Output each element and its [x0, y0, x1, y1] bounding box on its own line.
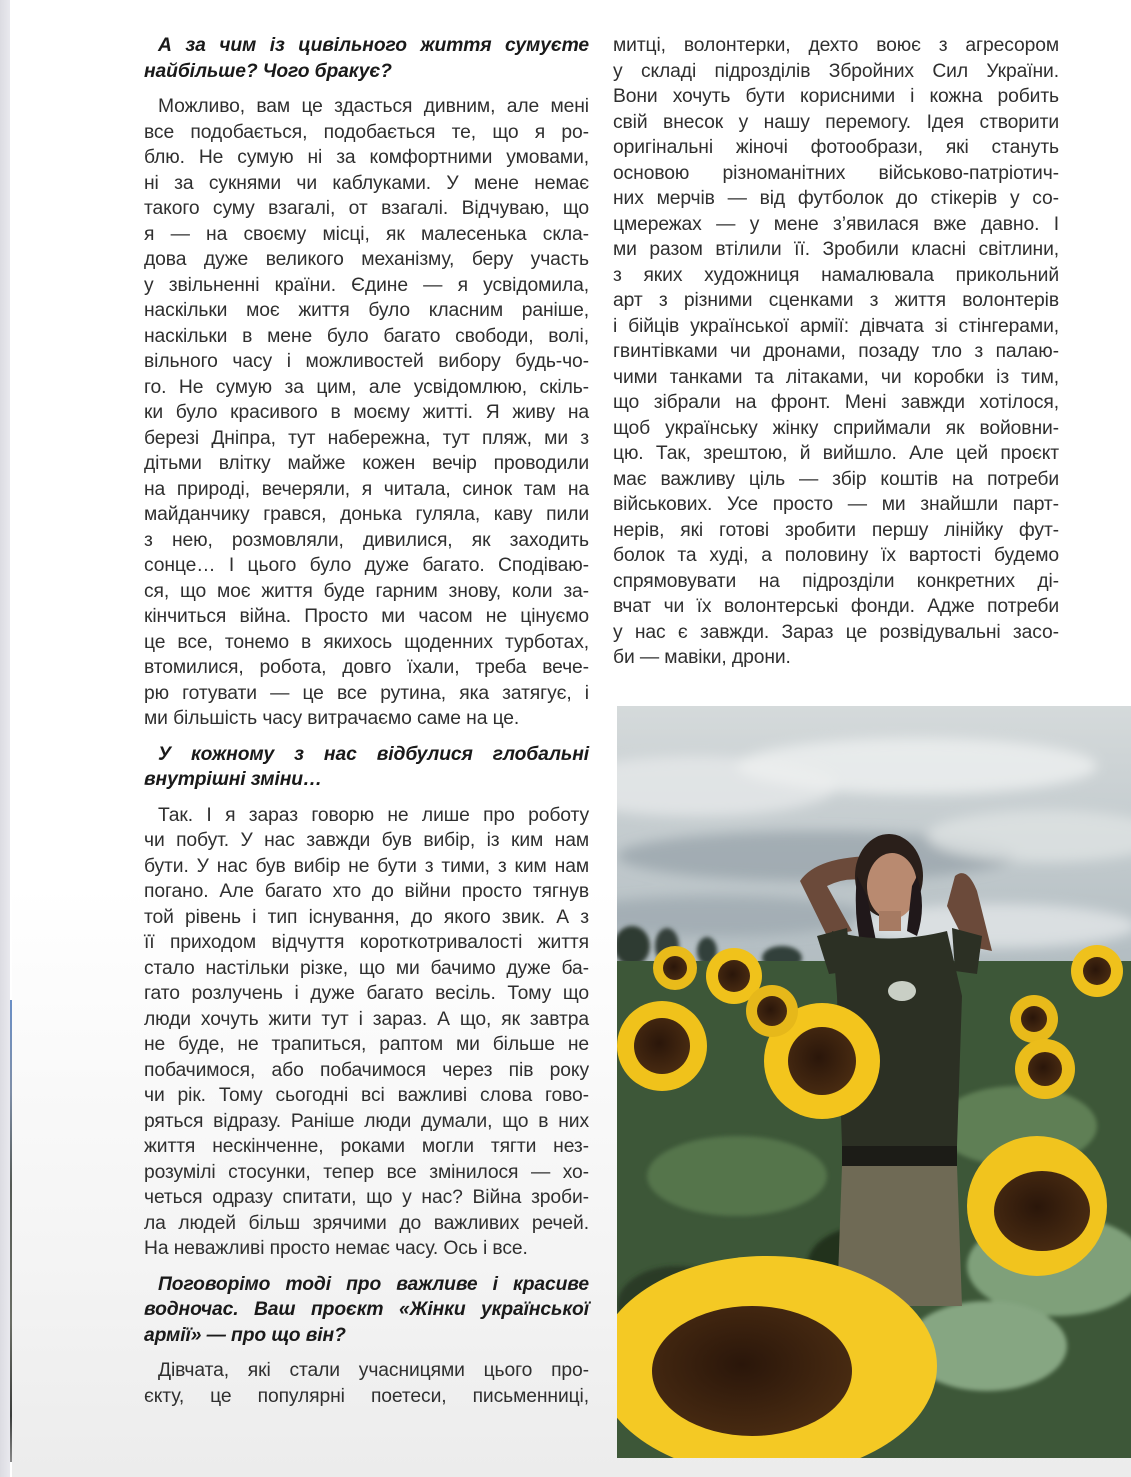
sunflower [967, 1136, 1107, 1276]
text-line: розумілі стосунки, тепер все змінилося — хо- [144, 1161, 589, 1183]
text-line: сонце… І цього було дуже багато. Сподіваю- [144, 555, 589, 576]
text-line: березі Дніпра, тут набережна, тут пляж, ми з [144, 427, 589, 449]
left-text-column [144, 33, 589, 1419]
text-line: чи побут. У нас завжди був вибір, із ким нам [144, 830, 589, 851]
text-line: наскільки моє життя було класним раніше, [144, 300, 589, 321]
interview-question [144, 1272, 589, 1349]
text-line: рю готувати — це все рутина, яка затягує, і [144, 682, 589, 704]
text-line: Поговорімо тоді про важливе і красиве [158, 1273, 589, 1295]
interview-question [144, 742, 589, 793]
text-line: Можливо, вам це здасться дивним, але мені [158, 96, 589, 117]
text-line: що зібрали на фронт. Мені завжди хотілося, [613, 392, 1059, 413]
text-line: ми разом втілили її. Зробили класні світлини, [613, 239, 1059, 260]
text-line: армії» — про що він? [144, 1324, 346, 1346]
interview-answer [613, 33, 1059, 671]
text-line: ки було красивого в моєму житті. Я живу на [144, 402, 589, 423]
text-line: щоб українську жінку сприймали як войовни- [613, 417, 1059, 439]
text-line: з яких художниця намалювала прикольний [613, 264, 1059, 286]
text-line: у складі підрозділів Збройних Сил України. [613, 60, 1059, 82]
interview-answer [144, 1358, 589, 1409]
text-line: чи рік. Тому сьогодні всі важливі слова гово- [144, 1085, 589, 1106]
text-line: цю. Так, зрештою, й вийшло. Але цей проєкт [613, 443, 1059, 464]
text-line: вчат чи їх волонтерські фонди. Адже потреби [613, 596, 1059, 617]
text-line: спрямовувати на підрозділи конкретних ді- [613, 570, 1059, 592]
right-text-column [613, 33, 1059, 681]
text-line: я — на своєму місці, як малесенька скла- [144, 223, 589, 245]
text-line: водночас. Ваш проєкт «Жінки української [144, 1299, 589, 1320]
text-line: ряться відразу. Раніше люди думали, що в них [144, 1110, 589, 1132]
text-line: все подобається, подобається те, що я ро- [144, 121, 589, 143]
text-line: наскільки в мене було багато свободи, волі, [144, 325, 589, 347]
text-line: митці, волонтерки, дехто воює з агресором [613, 35, 1059, 56]
text-line: ла людей більш зрячими до важливих речей. [144, 1212, 589, 1234]
text-line: Дівчата, які стали учасницями цього про- [158, 1360, 589, 1381]
text-line: кінчиться війна. Просто ми часом не цінуємо [144, 606, 589, 627]
text-line: життя нескінченне, роками могли тягти нез- [144, 1136, 589, 1157]
viewer-gutter [0, 0, 10, 1477]
interview-answer [144, 94, 589, 732]
text-line: На неважливі просто немає часу. Ось і все. [144, 1238, 528, 1259]
text-line: побачимося, або побачимося через пів року [144, 1059, 589, 1081]
sunflower [746, 985, 798, 1037]
text-line: А за чим із цивільного життя сумуєте [158, 35, 589, 56]
text-line: люди хочуть жити тут і зараз. А що, як завтра [144, 1008, 589, 1030]
text-line: го. Не сумую за цим, але усвідомлюю, скіль- [144, 376, 589, 398]
text-line: майданчику грався, донька гуляла, каву пили [144, 504, 589, 525]
text-line: у нас є завжди. Зараз це розвідувальні засо- [613, 621, 1059, 643]
text-line: блю. Не сумую ні за комфортними умовами, [144, 147, 589, 168]
text-line: бути. У нас був вибір не бути з тими, з ким нам [144, 855, 589, 877]
interview-answer [144, 803, 589, 1262]
text-line: вільного часу і можливостей вибору будь-чо- [144, 351, 589, 372]
sunflower [1010, 995, 1058, 1043]
article-photo [617, 706, 1131, 1458]
text-line: дова дуже великого механізму, беру участь [144, 249, 589, 270]
text-line: ся, що моє життя буде гарним знову, коли за- [144, 580, 589, 602]
text-line: з нею, розмовляли, дивилися, як заходить [144, 529, 589, 551]
text-line: і бійців української армії: дівчата зі стінгерами, [613, 315, 1059, 337]
text-line: той рівень і тип існування, до якого звик. А з [144, 906, 589, 928]
text-line: нерів, які готові зробити першу лінійку фут- [613, 519, 1059, 541]
text-line: єкту, це популярні поетеси, письменниці, [144, 1385, 589, 1407]
text-line: четься одразу спитати, що у нас? Війна зроби- [144, 1187, 589, 1208]
text-line: дітьми влітку майже кожен вечір проводили [144, 453, 589, 474]
text-line: погано. Але багато хто до війни просто тягнув [144, 881, 589, 902]
adjacent-page-edge [10, 1000, 12, 1462]
interview-question [144, 33, 589, 84]
text-line: би — мавіки, дрони. [613, 647, 791, 668]
text-line: цмережах — у мене з’явилася вже давно. І [613, 213, 1059, 235]
text-line: чими танками та літаками, чи коробки із тим, [613, 366, 1059, 388]
sunflower [617, 1001, 707, 1091]
sunflower [1071, 945, 1123, 997]
text-line: гато розлучень і дуже багато весіль. Тому що [144, 983, 589, 1004]
text-line: гвинтівками чи дронами, позаду тло з палаю- [613, 341, 1059, 362]
text-line: це все, тонемо в якихось щоденних турботах, [144, 631, 589, 653]
text-line: на природі, вечеряли, я читала, синок там на [144, 478, 589, 500]
text-line: військових. Усе просто — ми знайшли парт- [613, 494, 1059, 515]
text-line: основою різноманітних військово-патріотич- [613, 162, 1059, 184]
text-line: болок та худі, а половину їх вартості будемо [613, 545, 1059, 566]
text-line: них мерчів — від футболок до стікерів у со- [613, 188, 1059, 209]
text-line: стало настільки різке, що ми бачимо дуже ба- [144, 957, 589, 979]
text-line: у звільненні країни. Єдине — я усвідомила, [144, 274, 589, 296]
text-line: ні за сукнями чи каблуками. У мене немає [144, 172, 589, 194]
text-line: Так. І я зараз говорю не лише про роботу [158, 804, 589, 826]
sunflower [653, 946, 697, 990]
sunflower [1015, 1039, 1075, 1099]
text-line: такого суму взагалі, от взагалі. Відчуваю, що [144, 198, 589, 219]
shirt-emblem [888, 981, 916, 1001]
text-line: свій внесок у нашу перемогу. Ідея створити [613, 111, 1059, 133]
text-line: У кожному з нас відбулися глобальні [158, 743, 589, 765]
text-line: втомилися, робота, довго їхали, треба вече- [144, 657, 589, 678]
text-line: арт з різними сценками з життя волонтерів [613, 290, 1059, 311]
text-line: найбільше? Чого бракує? [144, 60, 392, 82]
text-line: її приходом відчуття короткотривалості життя [144, 932, 589, 953]
text-line: має важливу ціль — збір коштів на потреби [613, 468, 1059, 490]
text-line: не буде, не трапиться, раптом ми більше не [144, 1034, 589, 1055]
text-line: внутрішні зміни… [144, 769, 323, 790]
sunflower-field-photo [617, 706, 1131, 1458]
text-line: Вони хочуть бути корисними і кожна робить [613, 86, 1059, 107]
text-line: ми більшість часу витрачаємо саме на це. [144, 708, 520, 729]
text-line: оригінальні жіночі фотообрази, які стануть [613, 137, 1059, 158]
